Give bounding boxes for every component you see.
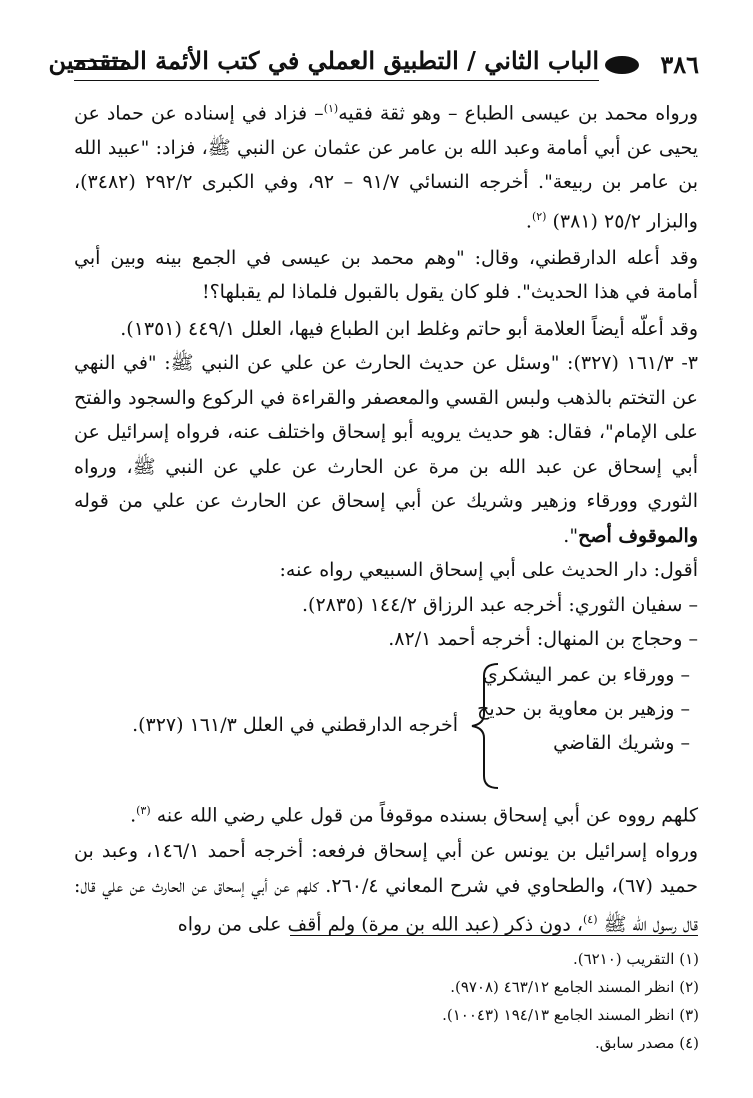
group-source-label: أخرجه الدارقطني في العلل ١٦١/٣ (٣٢٧). [132, 713, 458, 736]
footnote-ref-3: (٣) [136, 803, 151, 817]
curly-brace [468, 662, 502, 790]
paragraph-7: ورواه إسرائيل بن يونس عن أبي إسحاق فرفعه: أخرجه أحمد ١٤٦/١، وعبد بن حميد (٦٧)، والطحاوي في شرح المعاني ٢٦٠/٤. كلهم عن أبي إسحاق عن الحارث عن علي قال: قال رسول الله ﷺ $^{(٤)}$، دون ذكر (عبد الله بن مرة) ولم أقف على من رواه [74, 840, 699, 936]
chapter-title: الباب الثاني / التطبيق العملي في كتب الأئمة المتقدمين [48, 46, 599, 75]
narrator-group [74, 658, 698, 794]
paragraph-5: أقول: دار الحديث على أبي إسحاق السبيعي رواه عنه: [279, 559, 698, 582]
list-item: – وورقاء بن عمر اليشكري [482, 663, 690, 686]
page-number: ٣٨٦ [660, 50, 699, 79]
header-underline [74, 80, 599, 81]
paragraph-1: ورواه محمد بن عيسى الطباع – وهو ثقة فقيه$^{(١)}$– فزاد في إسناده عن حماد عن يحيى عن أبي أمامة وعبد الله بن عامر عن عثمان عن النبي ﷺ، فزاد: "عبيد الله بن عامر بن ربيعة". أخرجه النسائي ٩١/٧ – ٩٢، وفي الكبرى ٢٩٢/٢ (٣٤٨٢)، والبزار ٢٥/٢ (٣٨١) $^{(٢)}$. [74, 102, 699, 233]
header-ornament [605, 56, 639, 74]
main-text [74, 92, 698, 942]
footnote: (٣) انظر المسند الجامع ١٩٤/١٣ (١٠٠٤٣). [442, 1006, 699, 1024]
footnote: (٢) انظر المسند الجامع ٤٦٣/١٢ (٩٧٠٨). [450, 978, 699, 996]
header-rule-middle [74, 68, 126, 70]
footnote-ref-4: (٤) [583, 913, 598, 927]
paragraph-6: كلهم رووه عن أبي إسحاق بسنده موقوفاً من قول علي رضي الله عنه $^{(٣)}$. [130, 803, 698, 826]
running-header [48, 44, 699, 84]
footnotes [49, 945, 699, 1057]
footnote-ref-1: (١) [323, 102, 339, 115]
list-item: – سفيان الثوري: أخرجه عبد الرزاق ١٤٤/٢ (٢٨٣٥). [301, 593, 698, 616]
footnote: (٤) مصدر سابق. [594, 1034, 699, 1052]
footnote: (١) التقريب (٦٢١٠). [572, 950, 699, 968]
paragraph-2: وقد أعله الدارقطني، وقال: "وهم محمد بن عيسى في الجمع بينه وبين أبي أمامة في هذا الحديث". فلو كان يقول بالقبول فلماذا لم يقبلها؟! [74, 246, 698, 304]
list-item: – وحجاج بن المنهال: أخرجه أحمد ٨٢/١. [388, 628, 698, 651]
paragraph-4: ٣- ١٦١/٣ (٣٢٧): "وسئل عن حديث الحارث عن علي عن النبي ﷺ: "في النهي عن التختم بالذهب ولبس القسي والمعصفر والقراءة في الركوع والسجود والفتح على الإمام"، فقال: هو حديث يرويه أبو إسحاق واختلف عنه، فرواه إسرائيل عن أبي إسحاق عن عبد الله بن مرة عن الحارث عن علي عن النبي ﷺ، ورواه الثوري وورقاء وزهير وشريك عن أبي إسحاق عن الحارث عن علي من قوله والموقوف أصح". [74, 352, 698, 547]
list-item: – وزهير بن معاوية بن حديج [477, 697, 690, 720]
header-rule-top [74, 60, 126, 62]
bold-phrase: والموقوف أصح [578, 524, 698, 547]
paragraph-3: وقد أعلّه أيضاً العلامة أبو حاتم وغلط ابن الطباع فيها، العلل ٤٤٩/١ (١٣٥١). [120, 317, 698, 340]
footnote-ref-2: (٢) [531, 209, 547, 223]
list-item: – وشريك القاضي [553, 731, 690, 754]
footnote-separator [290, 935, 698, 936]
narrator-list [74, 588, 698, 657]
